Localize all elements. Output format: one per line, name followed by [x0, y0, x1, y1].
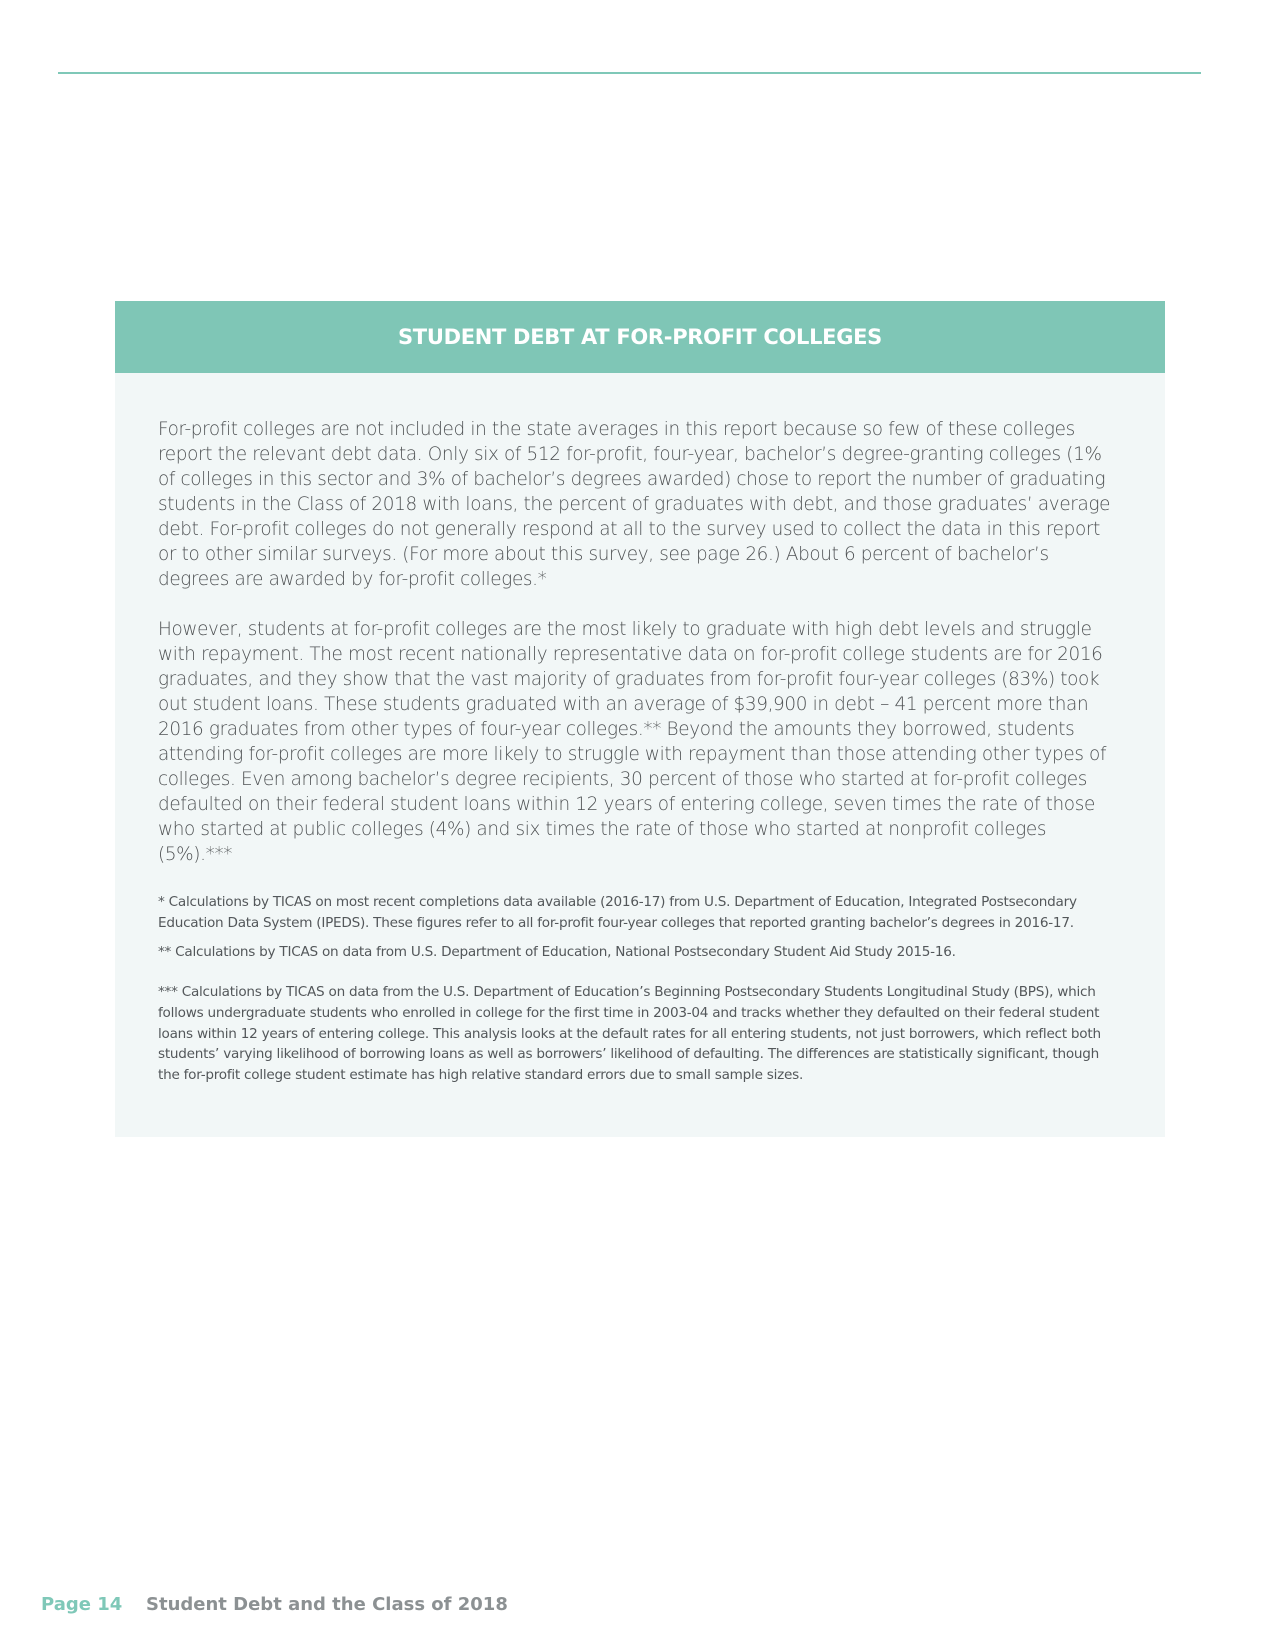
for-profit-debt-sidebar: [115, 301, 1165, 1137]
sidebar-paragraph-1: For-profit colleges are not included in the state averages in this report because so few of these colleges report the relevant debt data. Only six of 512 for-profit, four-year, bachelor’s degree-granting colleges (1% of colleges in this sector and 3% of bachelor’s degrees awarded) chose to report the number of graduating students in the Class of 2018 with loans, the percent of graduates with debt, and those graduates’ average debt. For-profit colleges do not generally respond at all to the survey used to collect the data in this report or to other similar surveys. (For more about this survey, see page 26.) About 6 percent of bachelor’s degrees are awarded by for-profit colleges.*: [158, 419, 1111, 590]
sidebar-title: STUDENT DEBT AT FOR-PROFIT COLLEGES: [397, 325, 883, 349]
sidebar-body: [115, 373, 1165, 1086]
sidebar-paragraph-2: However, students at for-profit colleges are the most likely to graduate with high debt levels and struggle with repayment. The most recent nationally representative data on for-profit college students are for 2016 graduates, and they show that the vast majority of graduates from for-profit four-year colleges (83%) took out student loans. These students graduated with an average of $39,900 in debt – 41 percent more than 2016 graduates from other types of four-year colleges.** Beyond the amounts they borrowed, students attending for-profit colleges are more likely to struggle with repayment than those attending other types of colleges. Even among bachelor’s degree recipients, 30 percent of those who started at for-profit colleges defaulted on their federal student loans within 12 years of entering college, seven times the rate of those who started at public colleges (4%) and six times the rate of those who started at nonprofit colleges (5%).***: [158, 619, 1107, 865]
document-title: Student Debt and the Class of 2018: [146, 1594, 508, 1615]
footnotes: [158, 892, 1121, 1086]
page-footer: [41, 1594, 508, 1615]
footnote-1: * Calculations by TICAS on most recent completions data available (2016-17) from U.S. Department of Education, Integrated Postsecondary Education Data System (IPEDS). These figures refer to all for-profit four-year colleges that reported granting bachelor’s degrees in 2016-17.: [158, 894, 1077, 931]
top-divider-rule: [58, 72, 1201, 74]
page-number: Page 14: [41, 1594, 123, 1615]
sidebar-header: [115, 301, 1165, 373]
footnote-3: *** Calculations by TICAS on data from the U.S. Department of Education’s Beginning Postsecondary Students Longitudinal Study (BPS), which follows undergraduate students who enrolled in college for the first time in 2003-04 and tracks whether they defaulted on their federal student loans within 12 years of entering college. This analysis looks at the default rates for all entering students, not just borrowers, which reflect both students’ varying likelihood of borrowing loans as well as borrowers’ likelihood of defaulting. The differences are statistically significant, though the for-profit college student estimate has high relative standard errors due to small sample sizes.: [158, 984, 1101, 1083]
footnote-2: ** Calculations by TICAS on data from U.S. Department of Education, National Postsecondary Student Aid Study 2015-16.: [158, 944, 956, 961]
